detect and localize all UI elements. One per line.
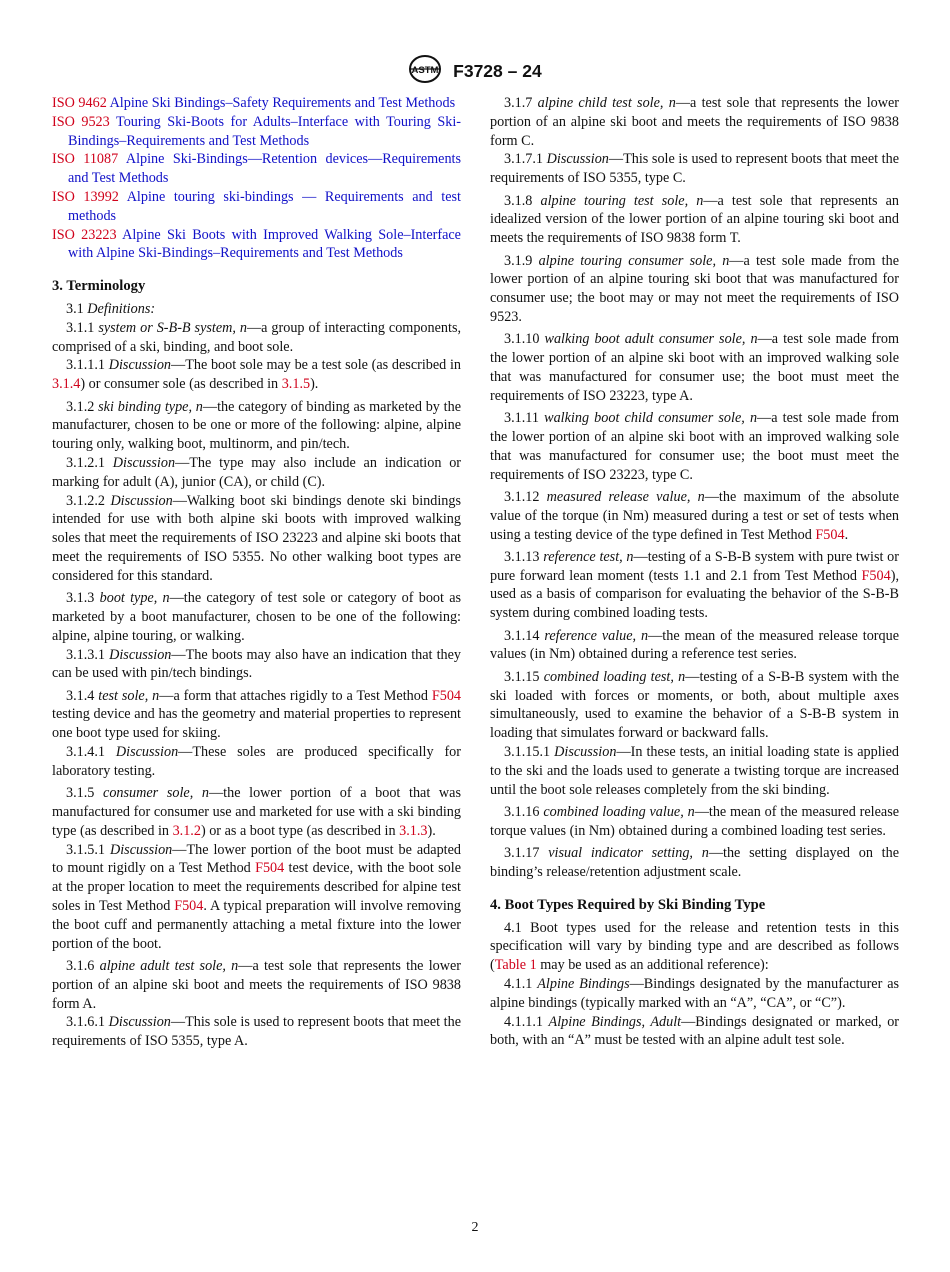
right-column [490,94,899,1050]
para-3-1-3-1: 3.1.3.1 Discussion—The boots may also have an indication that they can be used with pin/tech bindings. [52,646,461,682]
para-3-1-12: 3.1.12 measured release value, n—the maximum of the absolute value of the torque (in Nm) measured during a test or set of tests when using a testing device of the type defined in Test Method F504. [490,488,899,543]
para-3-1-6-1: 3.1.6.1 Discussion—This sole is used to represent boots that meet the requirements of ISO 5355, type A. [52,1014,462,1050]
para-4-1-1-1: 4.1.1.1 Alpine Bindings, Adult—Bindings designated or marked, or both, with an “A” must be tested with an alpine adult test sole. [490,1013,900,1049]
reference-title-link[interactable]: Touring Ski-Boots for Adults–Interface with Touring Ski-Bindings–Requirements and Test Methods [68,113,461,149]
para-3-1-17: 3.1.17 visual indicator setting, n—the setting displayed on the binding’s release/retention adjustment scale. [490,845,900,881]
para-3-1: 3.1 Definitions: [66,300,156,317]
para-3-1-5: 3.1.5 consumer sole, n—the lower portion of a boot that was manufactured for consumer use and marketed for use with a ski binding type (as described in 3.1.2) or as a boot type (as described in 3.1.3). [52,785,461,839]
para-3-1-14: 3.1.14 reference value, n—the mean of the measured release torque values (in Nm) obtained during a reference test series. [490,627,900,663]
astm-logo-icon [408,54,442,89]
xref-link[interactable]: F504 [815,526,845,543]
para-3-1-15: 3.1.15 combined loading test, n—testing of a S-B-B system with the ski loaded with forces or moments, or both, about multiple axes simultaneously, used to examine the behavior of a S-B-B system in loading that simulates forward or backward falls. [490,668,899,742]
xref-link[interactable]: F504 [431,687,462,704]
para-3-1-13: 3.1.13 reference test, n—testing of a S-B-B system with pure twist or pure forward lean moment (tests 1.1 and 2.1 from Test Method F504), used as a basis of comparison for evaluating the behavior of the S-B-B system during combined loading tests. [490,548,899,622]
para-3-1-3: 3.1.3 boot type, n—the category of test sole or category of boot as marketed by a boot manufacturer, chosen to be one of the following: alpine, alpine touring, or walking. [52,590,462,644]
reference-iso-13992: ISO 13992 Alpine touring ski-bindings — Requirements and test methods [52,188,461,224]
xref-link[interactable]: F504 [174,898,204,915]
reference-title-link[interactable]: Alpine touring ski-bindings — Requirements and test methods [68,188,461,224]
para-3-1-11: 3.1.11 walking boot child consumer sole, n—a test sole made from the lower portion of an alpine ski boot with an improved walking sole that was manufactured for consumer use; the boot must meet the requirements of ISO 23223, type C. [490,410,899,483]
para-3-1-8: 3.1.8 alpine touring test sole, n—a test sole that represents an idealized version of the lower portion of an alpine touring ski boot and meets the requirements of ISO 9838 form T. [490,192,900,247]
standard-designation: F3728 – 24 [453,61,542,81]
para-3-1-7-1: 3.1.7.1 Discussion—This sole is used to represent boots that meet the requirements of ISO 5355, type C. [490,151,900,187]
reference-iso-9523: ISO 9523 Touring Ski-Boots for Adults–Interface with Touring Ski-Bindings–Requirements and Test Methods [52,113,461,149]
svg-text:ASTM: ASTM [411,65,439,76]
para-3-1-16: 3.1.16 combined loading value, n—the mean of the measured release torque values (in Nm) obtained during a combined loading test series. [490,804,900,839]
reference-title-link[interactable]: Alpine Ski-Bindings—Retention devices—Requirements and Test Methods [68,151,462,187]
reference-iso-11087: ISO 11087 Alpine Ski-Bindings—Retention devices—Requirements and Test Methods [52,151,462,187]
reference-title-link[interactable]: Alpine Ski Bindings–Safety Requirements and Test Methods [109,95,456,111]
reference-iso-9462: ISO 9462 Alpine Ski Bindings–Safety Requirements and Test Methods [52,95,456,111]
para-3-1-2-2: 3.1.2.2 Discussion—Walking boot ski bindings denote ski bindings intended for use with both alpine ski boots with improved walking soles that meet the requirements of ISO 23223 and alpine ski boots that meet the requirements of ISO 5355. No other walking boot types are considered for this standard. [52,492,461,584]
reference-title-link[interactable]: Alpine Ski Boots with Improved Walking Sole–Interface with Alpine Ski-Bindings–Requirements and Test Methods [68,226,461,262]
para-3-1-6: 3.1.6 alpine adult test sole, n—a test sole that represents the lower portion of an alpine ski boot and meets the requirements of ISO 9838 form A. [52,958,461,1012]
xref-link[interactable]: 3.1.4 [52,376,81,393]
para-4-1: 4.1 Boot types used for the release and retention tests in this specification will vary by binding type and are described as follows (Table 1 may be used as an additional reference): [490,919,899,974]
page-header [0,54,950,89]
para-3-1-7: 3.1.7 alpine child test sole, n—a test sole that represents the lower portion of an alpine ski boot and meets the requirements of ISO 9838 form C. [490,95,900,149]
para-3-1-10: 3.1.10 walking boot adult consumer sole, n—a test sole made from the lower portion of an alpine ski boot with an improved walking sole that was manufactured for consumer use; the boot must meet the requirements of ISO 23223, type A. [490,331,900,404]
left-column [52,94,461,1051]
para-3-1-9: 3.1.9 alpine touring consumer sole, n—a test sole made from the lower portion of an alpine touring ski boot that was manufactured for consumer use; the boot may or may not meet the requirements of ISO 9523. [490,252,899,325]
section-4-heading: 4. Boot Types Required by Ski Binding Type [490,896,766,913]
reference-iso-23223: ISO 23223 Alpine Ski Boots with Improved Walking Sole–Interface with Alpine Ski-Bindings–Requirements and Test Methods [52,226,461,262]
page-number: 2 [471,1220,479,1235]
para-3-1-2-1: 3.1.2.1 Discussion—The type may also include an indication or marking for adult (A), junior (CA), or child (C). [52,454,462,490]
para-3-1-1: 3.1.1 system or S-B-B system, n—a group of interacting components, comprised of a ski, binding, and boot sole. [52,319,462,355]
para-3-1-15-1: 3.1.15.1 Discussion—In these tests, an initial loading state is applied to the ski and the loads used to generate a twisting torque are increased until the boot sole releases completely from the ski binding. [490,744,899,798]
xref-link[interactable]: 3.1.2 [172,822,201,839]
table-link[interactable]: Table 1 [494,957,537,974]
section-3-heading: 3. Terminology [52,278,146,295]
para-3-1-1-1: 3.1.1.1 Discussion—The boot sole may be a test sole (as described in 3.1.4) or consumer sole (as described in 3.1.5). [52,357,462,393]
para-3-1-4-1: 3.1.4.1 Discussion—These soles are produced specifically for laboratory testing. [52,744,461,779]
para-3-1-2: 3.1.2 ski binding type, n—the category of binding as marketed by the manufacturer, chosen to be one or more of the following: alpine, alpine touring only, walking boot, multinorm, and pin/tech. [52,398,461,453]
xref-link[interactable]: 3.1.3 [399,822,428,839]
para-3-1-5-1: 3.1.5.1 Discussion—The lower portion of the boot must be adapted to mount rigidly on a Test Method F504 test device, with the boot sole at the proper location to meet the requirements described for alpine test soles in Test Method F504. A typical preparation will involve removing the boot cuff and permanently attaching a metal fixture into the lower portion of the boot. [52,841,461,952]
xref-link[interactable]: 3.1.5 [281,376,311,393]
xref-link[interactable]: F504 [255,860,285,877]
xref-link[interactable]: F504 [861,567,891,584]
para-4-1-1: 4.1.1 Alpine Bindings—Bindings designated by the manufacturer as alpine bindings (typically marked with an “A”, “CA”, or “C”). [490,976,900,1011]
para-3-1-4: 3.1.4 test sole, n—a form that attaches rigidly to a Test Method F504 testing device and has the geometry and material properties to represent one boot type used for skiing. [52,687,462,742]
